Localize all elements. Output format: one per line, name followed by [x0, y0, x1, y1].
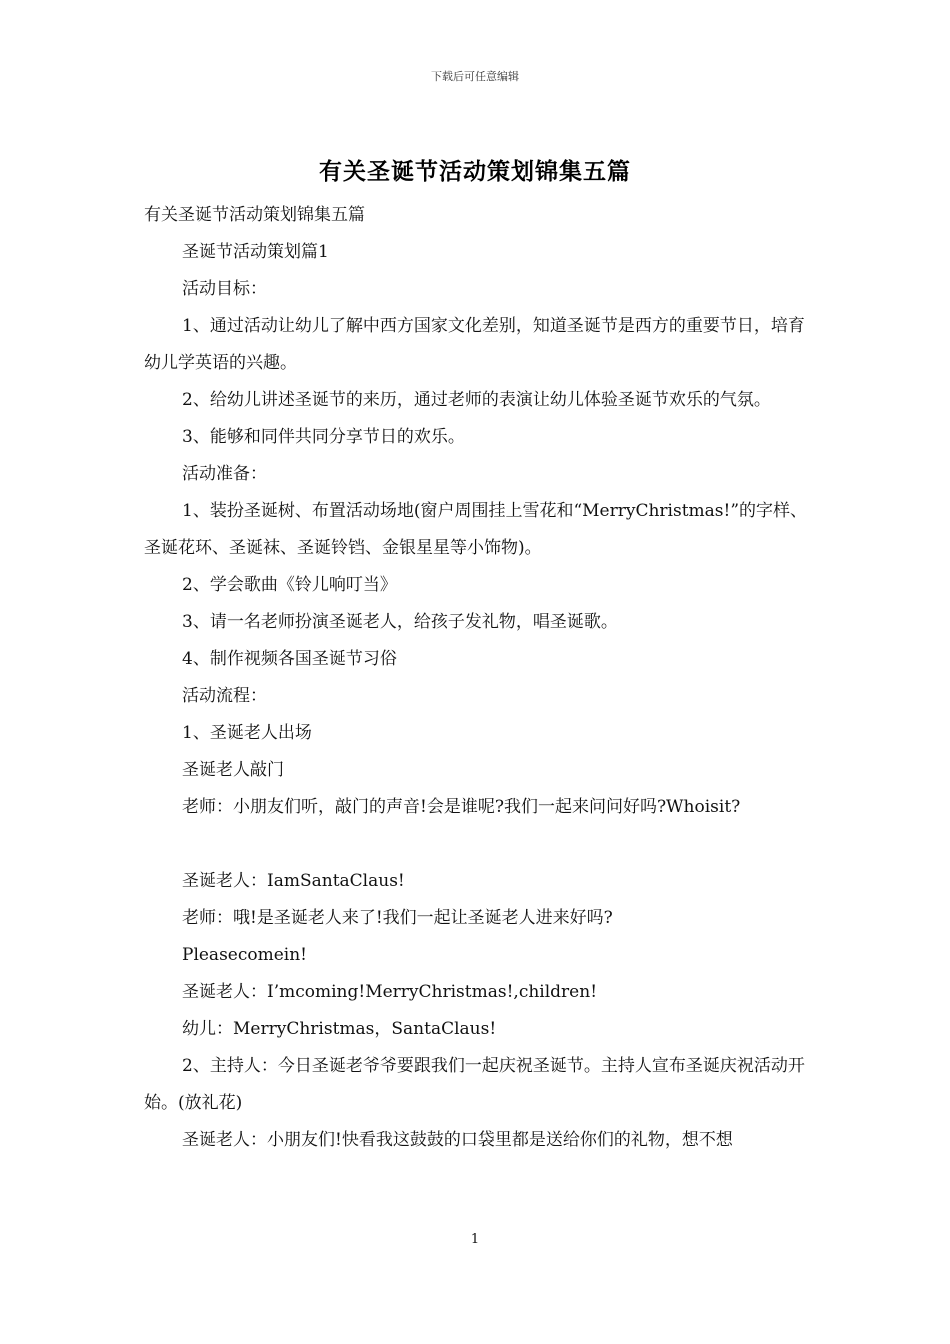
paragraph: 1、圣诞老人出场	[182, 723, 312, 743]
document-body	[144, 197, 809, 1159]
paragraph: 2、给幼儿讲述圣诞节的来历，通过老师的表演让幼儿体验圣诞节欢乐的气氛。	[182, 390, 771, 410]
paragraph: 4、制作视频各国圣诞节习俗	[182, 649, 397, 669]
paragraph: 幼儿：MerryChristmas，SantaClaus!	[182, 1019, 497, 1039]
page-header-note: 下载后可任意编辑	[431, 70, 519, 83]
paragraph: 圣诞老人：I’mcoming!MerryChristmas!,children!	[182, 982, 598, 1002]
paragraph: 活动准备：	[182, 464, 267, 484]
paragraph: 1、装扮圣诞树、布置活动场地(窗户周围挂上雪花和“MerryChristmas!”的字样、圣诞花环、圣诞袜、圣诞铃铛、金银星星等小饰物)。	[144, 501, 808, 558]
paragraph: 3、能够和同伴共同分享节日的欢乐。	[182, 427, 465, 447]
paragraph: 活动目标：	[182, 279, 267, 299]
page-number: 1	[470, 1232, 480, 1247]
paragraph: 圣诞老人：IamSantaClaus!	[182, 871, 405, 891]
paragraph: Pleasecomein!	[182, 945, 308, 965]
paragraph: 有关圣诞节活动策划锦集五篇	[144, 205, 365, 225]
paragraph: 2、主持人：今日圣诞老爷爷要跟我们一起庆祝圣诞节。主持人宣布圣诞庆祝活动开始。(放礼花)	[144, 1056, 805, 1113]
paragraph: 圣诞老人敲门	[182, 760, 284, 780]
paragraph: 1、通过活动让幼儿了解中西方国家文化差别，知道圣诞节是西方的重要节日，培育幼儿学英语的兴趣。	[144, 316, 805, 373]
document-title: 有关圣诞节活动策划锦集五篇	[319, 158, 631, 185]
paragraph: 活动流程：	[182, 686, 267, 706]
paragraph: 老师：小朋友们听，敲门的声音!会是谁呢?我们一起来问问好吗?Whoisit?	[182, 797, 741, 817]
paragraph: 2、学会歌曲《铃儿响叮当》	[182, 575, 397, 595]
paragraph: 圣诞节活动策划篇1	[182, 242, 329, 262]
paragraph: 3、请一名老师扮演圣诞老人，给孩子发礼物，唱圣诞歌。	[182, 612, 618, 632]
paragraph: 圣诞老人：小朋友们!快看我这鼓鼓的口袋里都是送给你们的礼物，想不想	[182, 1130, 733, 1150]
blank-line	[144, 826, 809, 863]
paragraph: 老师：哦!是圣诞老人来了!我们一起让圣诞老人进来好吗?	[182, 908, 613, 928]
